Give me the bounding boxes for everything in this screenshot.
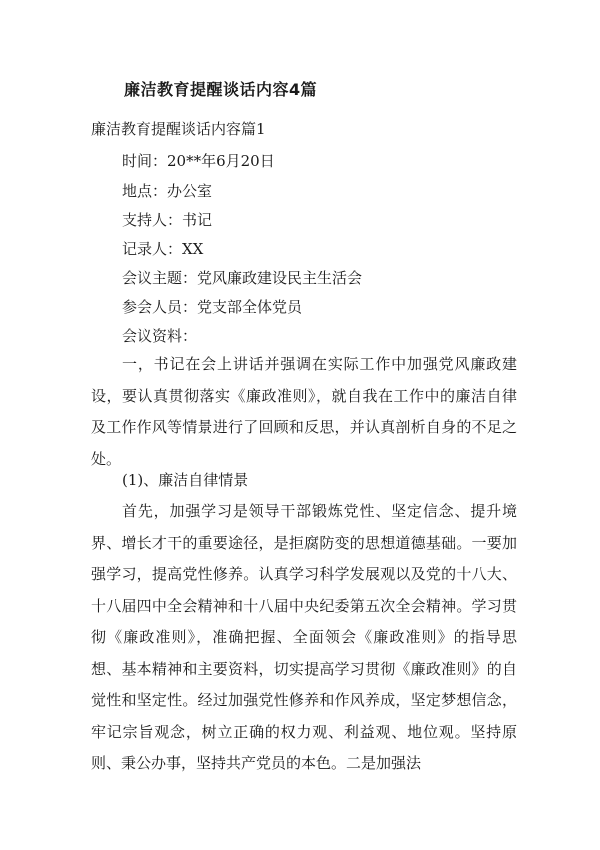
meeting-place: 地点：办公室 [122, 182, 213, 200]
meeting-host: 支持人：书记 [122, 211, 213, 229]
meeting-topic: 会议主题：党风廉政建设民主生活会 [122, 269, 363, 287]
section-heading: (1)、廉洁自律情景 [122, 471, 249, 489]
document-subtitle: 廉洁教育提醒谈话内容篇1 [91, 120, 266, 138]
document-title: 廉洁教育提醒谈话内容4篇 [124, 80, 318, 99]
paragraph-2: 首先，加强学习是领导干部锻炼党性、坚定信念、提升境界、增长才干的重要途径，是拒腐防变的思想道德基础。一要加强学习，提高党性修养。认真学习科学发展观以及党的十八大、十八届四中全会精神和十八届中央纪委第五次全会精神。学习贯彻《廉政准则》，准确把握、全面领会《廉政准则》的指导思想、基本精神和主要资料，切实提高学习贯彻《廉政准则》的自觉性和坚定性。经过加强党性修养和作风养成，坚定梦想信念，牢记宗旨观念，树立正确的权力观、利益观、地位观。坚持原则、秉公办事，坚持共产党员的本色。二是加强法 [91, 502, 517, 772]
paragraph-1: 一，书记在会上讲话并强调在实际工作中加强党风廉政建设，要认真贯彻落实《廉政准则》，就自我在工作中的廉洁自律及工作作风等情景进行了回顾和反思，并认真剖析自身的不足之处。 [91, 355, 517, 468]
meeting-attendees: 参会人员：党支部全体党员 [122, 298, 303, 316]
meeting-materials: 会议资料： [122, 327, 198, 345]
meeting-time: 时间：20**年6月20日 [122, 152, 275, 170]
meeting-recorder: 记录人：XX [122, 240, 204, 258]
